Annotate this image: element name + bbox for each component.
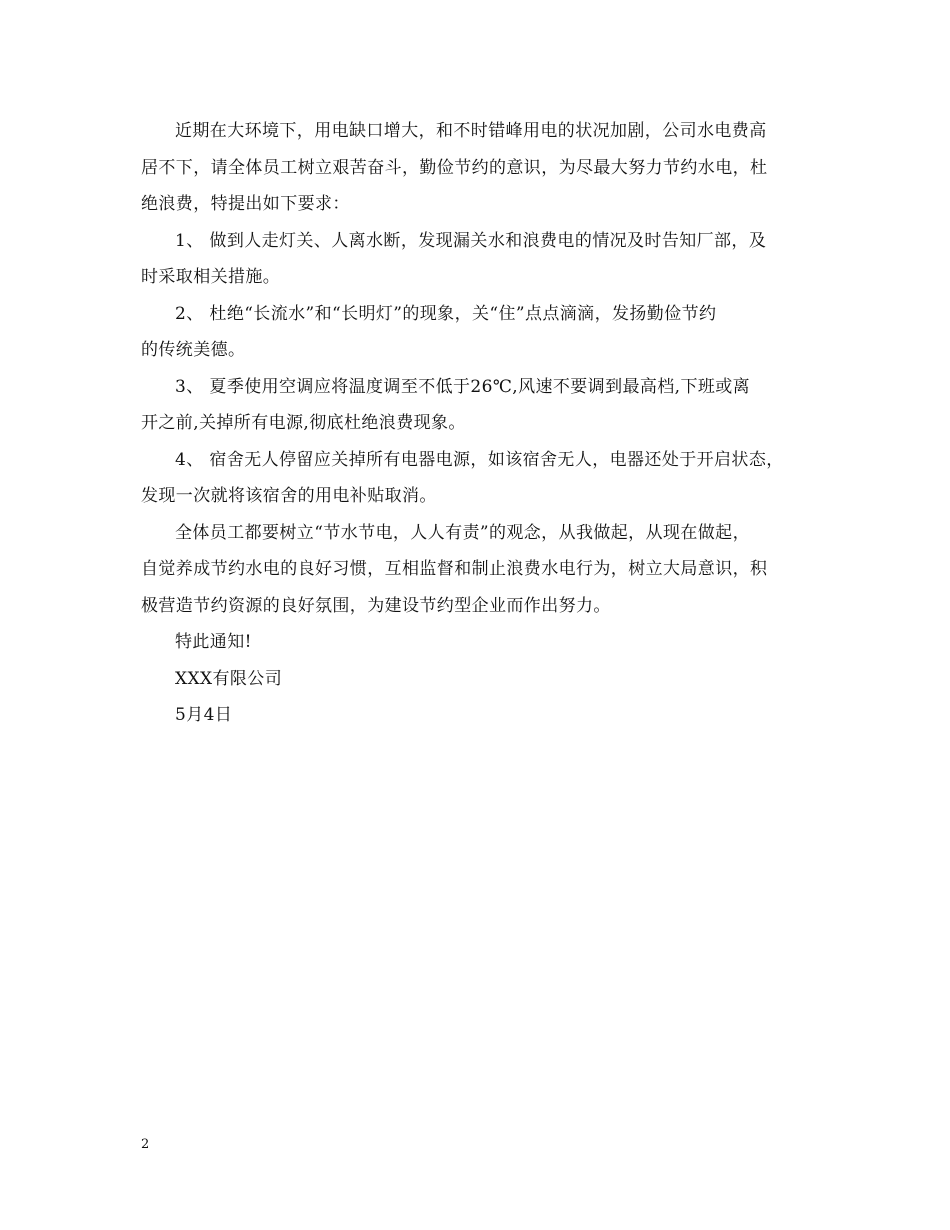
item-4-line-2: 发现一次就将该宿舍的用电补贴取消。 (141, 486, 437, 506)
item-2-line-2: 的传统美德。 (141, 340, 246, 360)
intro-line-2: 居不下，请全体员工树立艰苦奋斗，勤俭节约的意识，为尽最大努力节约水电，杜 (141, 157, 768, 178)
company-name: XXX有限公司 (175, 668, 283, 689)
intro-line-3: 绝浪费，特提出如下要求： (141, 194, 350, 214)
intro-line-1: 近期在大环境下，用电缺口增大，和不时错峰用电的状况加剧，公司水电费高 (175, 121, 767, 141)
item-1-line-1: 1、 做到人走灯关、人离水断，发现漏关水和浪费电的情况及时告知厂部，及 (175, 230, 767, 251)
page-number: 2 (141, 1137, 150, 1152)
item-3-line-2: 开之前,关掉所有电源,彻底杜绝浪费现象。 (141, 413, 466, 433)
notice-body (141, 113, 813, 734)
closing-line-1: 全体员工都要树立“节水节电，人人有责”的观念，从我做起，从现在做起， (175, 522, 750, 543)
notice-date: 5月4日 (175, 705, 233, 725)
item-2-line-1: 2、 杜绝“长流水”和“长明灯”的现象，关“住”点点滴滴，发扬勤俭节约 (175, 303, 717, 324)
notice-sign-off: 特此通知! (175, 632, 252, 652)
item-3-line-1: 3、 夏季使用空调应将温度调至不低于26℃,风速不要调到最高档,下班或离 (175, 376, 751, 397)
item-1-line-2: 时采取相关措施。 (141, 267, 281, 287)
closing-line-3: 极营造节约资源的良好氛围，为建设节约型企业而作出努力。 (141, 595, 611, 616)
closing-line-2: 自觉养成节约水电的良好习惯，互相监督和制止浪费水电行为，树立大局意识，积 (141, 559, 768, 579)
item-4-line-1: 4、 宿舍无人停留应关掉所有电器电源，如该宿舍无人，电器还处于开启状态， (175, 449, 784, 470)
